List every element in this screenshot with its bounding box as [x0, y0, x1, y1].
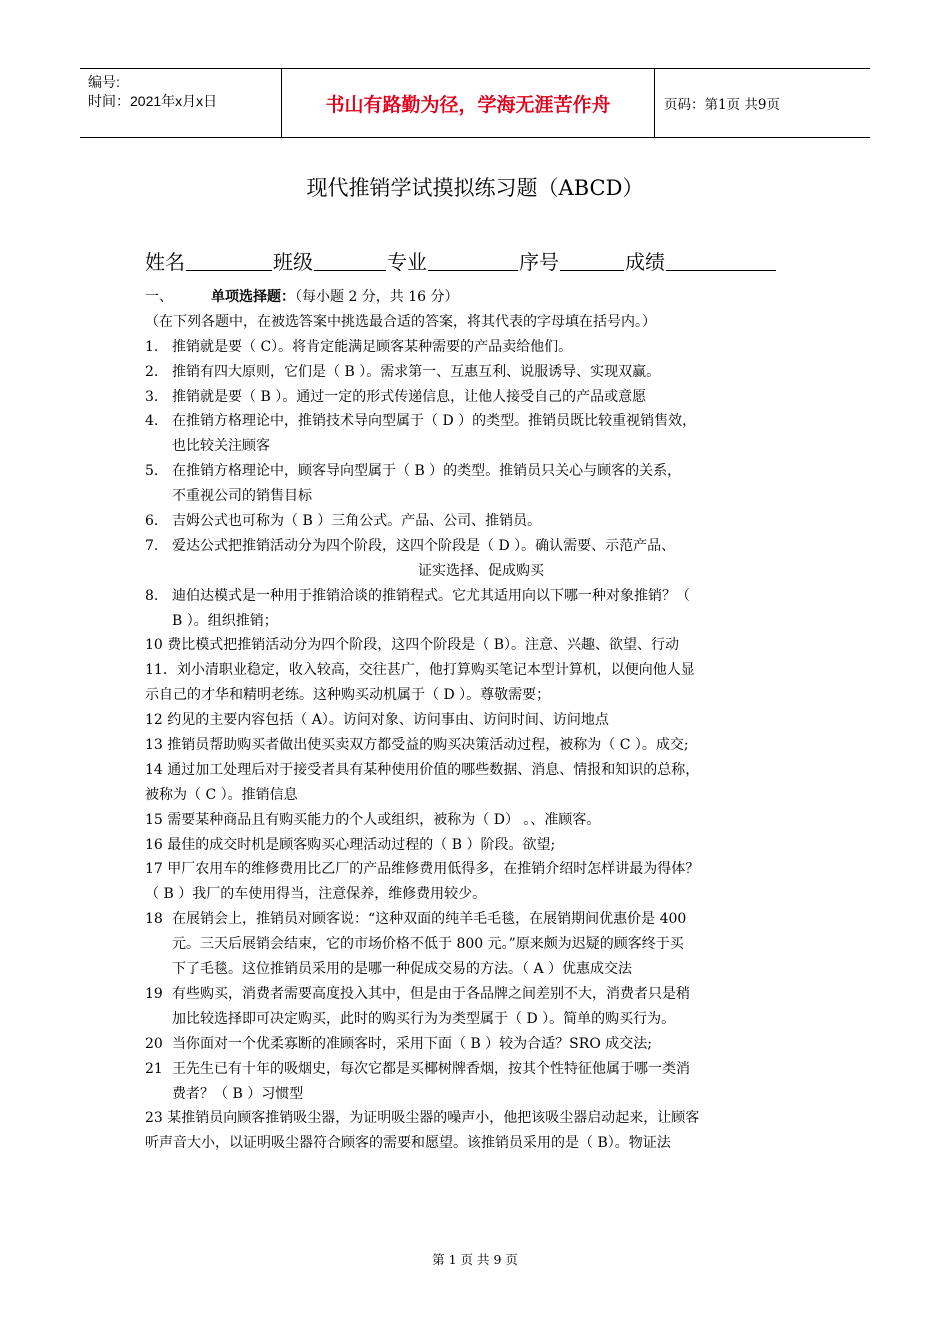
- question-continuation: 示自己的才华和精明老练。这种购买动机属于（ D ）。尊敬需要；: [145, 687, 551, 704]
- major-label: 专业: [387, 250, 427, 274]
- question-text: 在展销会上，推销员对顾客说：“这种双面的纯羊毛毛毯，在展销期间优惠价是 400: [172, 911, 687, 928]
- question-text: 吉姆公式也可称为（ B ）三角公式。产品、公司、推销员。: [172, 513, 542, 530]
- question-number: 18: [145, 911, 163, 928]
- question-number: 21: [145, 1060, 163, 1077]
- question-number: 2.: [145, 363, 159, 380]
- question: 17 甲厂农用车的维修费用比乙厂的产品维修费用低得多，在推销介绍时怎样讲最为得体？: [145, 861, 700, 878]
- question-text: 推销就是要（ B ）。通过一定的形式传递信息，让他人接受自己的产品或意愿: [172, 388, 647, 405]
- question-continuation: 元。三天后展销会结束，它的市场价格不低于 800 元。”原来颇为迟疑的顾客终于买: [172, 936, 684, 953]
- question-continuation: 被称为（ C ）。推销信息: [145, 786, 298, 803]
- question: 15 需要某种商品且有购买能力的个人或组织，被称为（ D） 。、准顾客。: [145, 811, 601, 828]
- question: [145, 459, 817, 484]
- question: 13 推销员帮助购买者做出使买卖双方都受益的购买决策活动过程，被称为（ C ）。成交;: [145, 737, 689, 754]
- class-blank[interactable]: [314, 252, 386, 271]
- score-label: 成绩: [625, 250, 665, 274]
- question-continuation: 不重视公司的销售目标: [172, 488, 312, 505]
- question-text: 在推销方格理论中，推销技术导向型属于（ D ）的类型。推销员既比较重视销售效，: [172, 413, 697, 430]
- document-title: 现代推销学试摸拟练习题（ABCD）: [306, 176, 644, 200]
- section-title: 单项选择题：: [211, 289, 295, 305]
- question-text: 在推销方格理论中，顾客导向型属于（ B ）的类型。推销员只关心与顾客的关系，: [172, 463, 682, 480]
- question: 14 通过加工处理后对于接受者具有某种使用价值的哪些数据、消息、情报和知识的总称，: [145, 761, 700, 778]
- question-number: 4.: [145, 413, 159, 430]
- question-number: 6.: [145, 513, 159, 530]
- class-label: 班级: [273, 250, 313, 274]
- question-continuation: 下了毛毯。这位推销员采用的是哪一种促成交易的方法。（ A ）优惠成交法: [172, 961, 633, 978]
- question-continuation: 费者？（ B ）习惯型: [172, 1085, 304, 1102]
- header-code-label: 编号:: [88, 74, 120, 90]
- question-text: 王先生已有十年的吸烟史，每次它都是买椰树牌香烟，按其个性特征他属于哪一类消: [172, 1060, 690, 1077]
- section-scoring: （每小题 2 分，共 16 分）: [295, 289, 459, 305]
- question: [145, 1057, 817, 1082]
- question: 23 某推销员向顾客推销吸尘器，为证明吸尘器的噪声小，他把该吸尘器启动起来，让顾客: [145, 1110, 700, 1127]
- score-blank[interactable]: [666, 252, 776, 271]
- question: [145, 409, 817, 434]
- question: 12 约见的主要内容包括（ A）。访问对象、访问事由、访问时间、访问地点: [145, 712, 609, 729]
- header-meta: [88, 73, 217, 111]
- question-continuation: 加比较选择即可决定购买，此时的购买行为为类型属于（ D ）。简单的购买行为。: [172, 1010, 676, 1027]
- student-info-line: [145, 246, 777, 275]
- question-number: 3.: [145, 388, 159, 405]
- name-blank[interactable]: [186, 252, 272, 271]
- header-time: 时间：2021年x月x日: [88, 93, 218, 109]
- question: [145, 1032, 817, 1057]
- question-continuation: 也比较关注顾客: [172, 438, 270, 455]
- header-motto: 书山有路勤为径，学海无涯苦作舟: [325, 93, 611, 116]
- question-number: 20: [145, 1035, 163, 1052]
- question: [145, 907, 817, 932]
- question-text: 推销就是要（ C）。将肯定能满足顾客某种需要的产品卖给他们。: [172, 338, 573, 355]
- question-list: [145, 285, 817, 1156]
- name-label: 姓名: [145, 250, 185, 274]
- question-text: 推销有四大原则，它们是（ B ）。需求第一、互惠互利、说服诱导、实现双赢。: [172, 363, 661, 380]
- question: 16 最佳的成交时机是顾客购买心理活动过程的（ B ）阶段。欲望;: [145, 836, 556, 853]
- section-heading: [145, 285, 817, 310]
- header-divider: [654, 69, 655, 137]
- question-number: 19: [145, 985, 163, 1002]
- seq-label: 序号: [519, 250, 559, 274]
- page-footer: 第 1 页 共 9 页: [432, 1252, 518, 1267]
- question: [145, 584, 817, 609]
- question-text: 爱达公式把推销活动分为四个阶段，这四个阶段是（ D ）。确认需要、示范产品、: [172, 537, 676, 554]
- question-continuation: B ）。组织推销；: [172, 612, 278, 629]
- page-header: [80, 68, 870, 138]
- question-number: 7.: [145, 537, 159, 554]
- question-number: 1.: [145, 338, 159, 355]
- question-number: 5.: [145, 463, 159, 480]
- header-page-info: 页码：第1页 共9页: [664, 97, 780, 113]
- question: [145, 509, 817, 534]
- question-continuation: （ B ）我厂的车使用得当，注意保养，维修费用较少。: [145, 886, 487, 903]
- question-text: 有些购买，消费者需要高度投入其中，但是由于各品牌之间差别不大，消费者只是稍: [172, 985, 690, 1002]
- question: 11．刘小清职业稳定，收入较高，交往甚广，他打算购买笔记本型计算机，以便向他人显: [145, 662, 695, 679]
- major-blank[interactable]: [428, 252, 518, 271]
- section-instruction: （在下列各题中，在被选答案中挑选最合适的答案，将其代表的字母填在括号内。）: [145, 313, 656, 330]
- question: [145, 385, 817, 410]
- question-text: 迪伯达模式是一种用于推销洽谈的推销程式。它尤其适用向以下哪一种对象推销？（: [172, 587, 690, 604]
- question: [145, 982, 817, 1007]
- question-continuation: 听声音大小，以证明吸尘器符合顾客的需要和愿望。该推销员采用的是（ B）。物证法: [145, 1135, 671, 1152]
- question-continuation: 证实选择、促成购买: [418, 562, 544, 579]
- question: [145, 360, 817, 385]
- question: [145, 534, 817, 559]
- question: [145, 335, 817, 360]
- question-number: 8.: [145, 587, 159, 604]
- question: 10 费比模式把推销活动分为四个阶段，这四个阶段是（ B）。注意、兴趣、欲望、行动: [145, 637, 680, 654]
- seq-blank[interactable]: [560, 252, 624, 271]
- question-text: 当你面对一个优柔寡断的准顾客时，采用下面（ B ）较为合适？SRO 成交法;: [172, 1035, 652, 1052]
- section-number: 一、: [145, 289, 173, 305]
